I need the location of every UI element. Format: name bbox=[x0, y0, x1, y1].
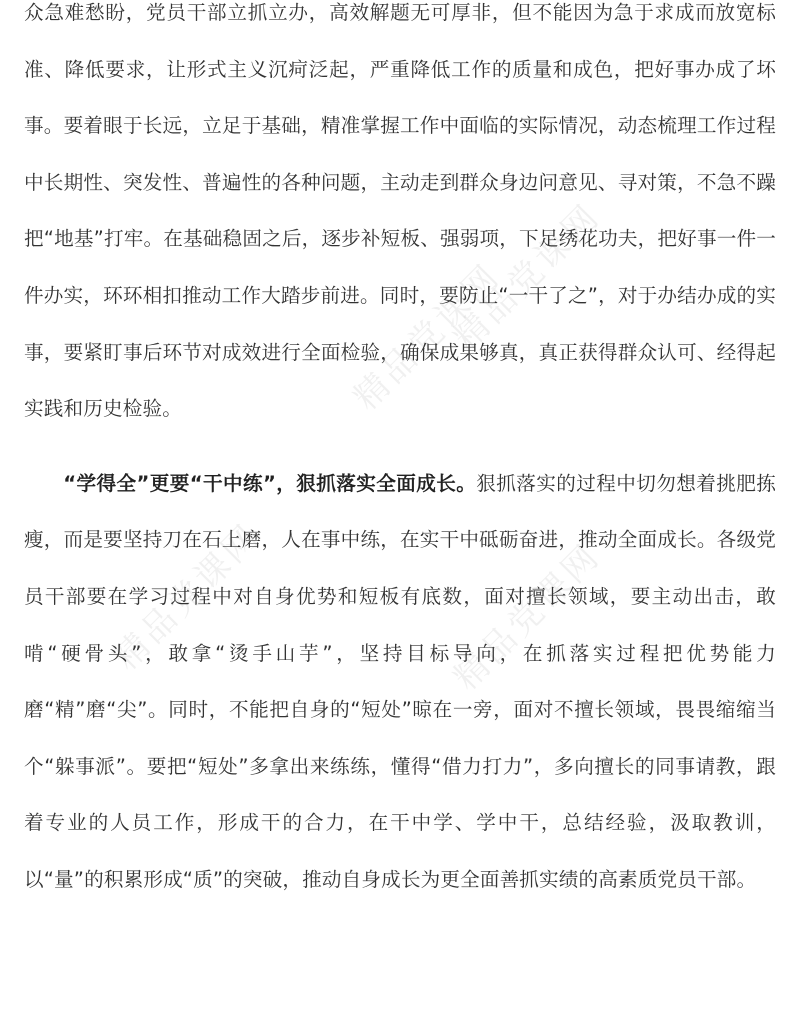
watermark: 精品党课网 bbox=[446, 535, 609, 699]
watermark: 精品党课网 bbox=[346, 255, 509, 419]
paragraph-2-text: 狠抓落实的过程中切勿想着挑肥拣瘦，而是要坚持刀在石上磨，人在事中练，在实干中砥砺奋进，推动全面成长。各级党员干部要在学习过程中对自身优势和短板有底数，面对擅长领域，要主动出击，敢啃“硬骨头”，敢拿“烫手山芋”，坚持目标导向，在抓落实过程把优势能力磨“精”磨“尖”。同时，不能把自身的“短处”晾在一旁，面对不擅长领域，畏畏缩缩当个“躲事派”。要把“短处”多拿出来练练，懂得“借力打力”，多向擅长的同事请教，跟着专业的人员工作，形成干的合力，在干中学、学中干，总结经验，汲取教训，以“量”的积累形成“质”的突破，推动自身成长为更全面善抓实绩的高素质党员干部。 bbox=[24, 471, 776, 891]
document-body bbox=[24, 0, 776, 909]
paragraph-2-heading: “学得全”更要“干中练”，狠抓落实全面成长。 bbox=[63, 471, 477, 495]
watermark: 精品党课网 bbox=[446, 195, 609, 359]
watermark: 精品党课网 bbox=[106, 515, 269, 679]
paragraph-1-text: 众急难愁盼，党员干部立抓立办，高效解题无可厚非，但不能因为急于求成而放宽标准、降低要求，让形式主义沉疴泛起，严重降低工作的质量和成色，把好事办成了坏事。要着眼于长远，立足于基础，精准掌握工作中面临的实际情况，动态梳理工作过程中长期性、突发性、普遍性的各种问题，主动走到群众身边问意见、寻对策，不急不躁把“地基”打牢。在基础稳固之后，逐步补短板、强弱项，下足绣花功夫，把好事一件一件办实，环环相扣推动工作大踏步前进。同时，要防止“一干了之”，对于办结办成的实事，要紧盯事后环节对成效进行全面检验，确保成果够真，真正获得群众认可、经得起实践和历史检验。 bbox=[24, 1, 776, 421]
paragraph-1 bbox=[24, 0, 776, 438]
paragraph-2 bbox=[24, 456, 776, 909]
